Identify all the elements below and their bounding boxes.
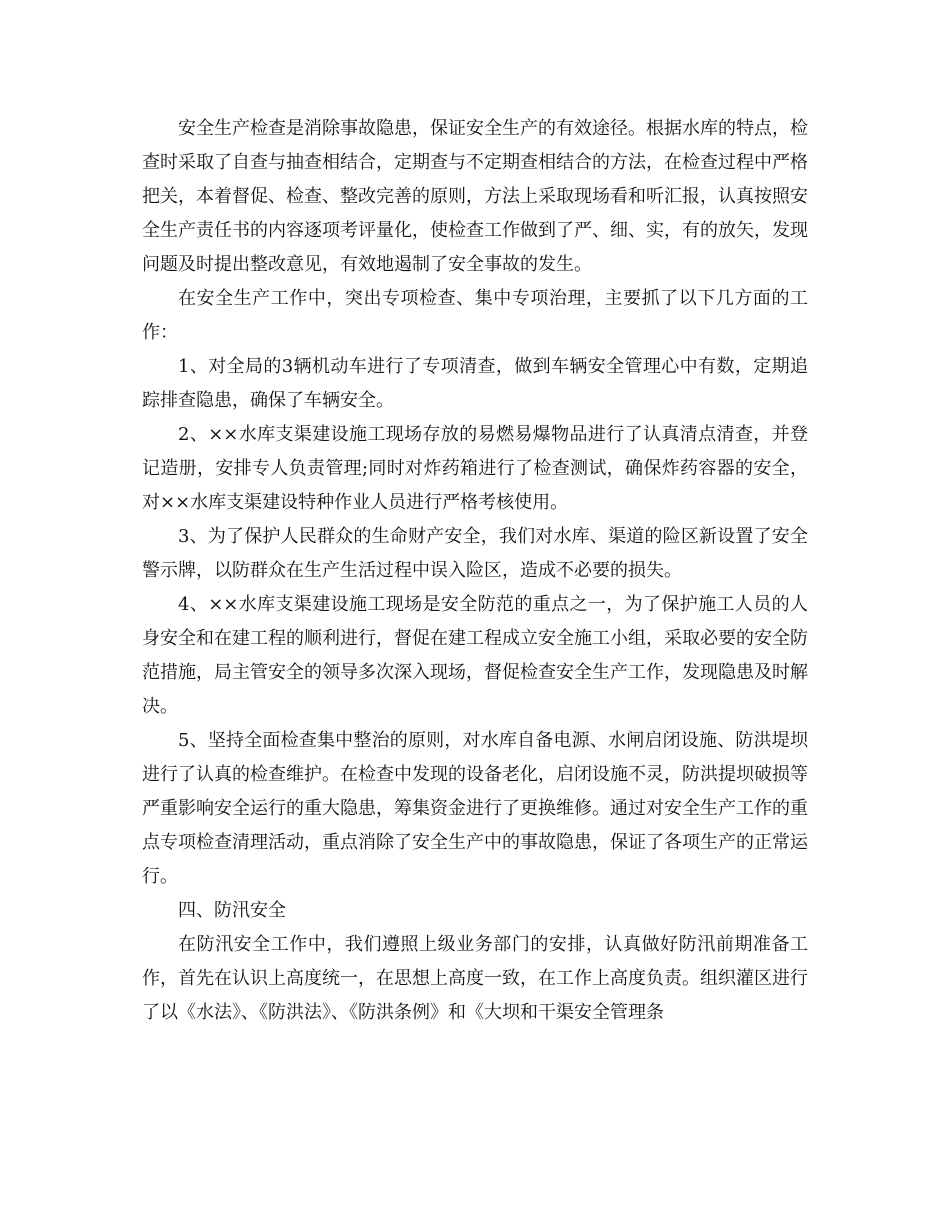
paragraph-item-4-construction-site: 4、××水库支渠建设施工现场是安全防范的重点之一，为了保护施工人员的人身安全和在建工程的顺利进行，督促在建工程成立安全施工小组，采取必要的安全防范措施，局主管安全的领导多次深入现场，督促检查安全生产工作，发现隐患及时解决。	[142, 594, 808, 717]
paragraph-item-1-vehicles: 1、对全局的3辆机动车进行了专项清查，做到车辆安全管理心中有数，定期追踪排查隐患，确保了车辆安全。	[142, 356, 808, 411]
paragraph-item-2-explosives: 2、××水库支渠建设施工现场存放的易燃易爆物品进行了认真清点清查，并登记造册，安排专人负责管理;同时对炸药箱进行了检查测试，确保炸药容器的安全，对××水库支渠建设特种作业人员进行严格考核使用。	[142, 424, 808, 513]
paragraph-flood-safety: 在防汛安全工作中，我们遵照上级业务部门的安排，认真做好防汛前期准备工作，首先在认识上高度统一，在思想上高度一致，在工作上高度负责。组织灌区进行了以《水法》、《防洪法》、《防洪条例》和《大坝和干渠安全管理条	[142, 934, 808, 1023]
paragraph-item-3-warning-signs: 3、为了保护人民群众的生命财产安全，我们对水库、渠道的险区新设置了安全警示牌，以防群众在生产生活过程中误入险区，造成不必要的损失。	[142, 526, 808, 581]
document-body	[142, 112, 808, 1030]
section-heading-flood-safety: 四、防汛安全	[178, 900, 286, 921]
paragraph-safety-inspection: 安全生产检查是消除事故隐患，保证安全生产的有效途径。根据水库的特点，检查时采取了自查与抽查相结合，定期查与不定期查相结合的方法，在检查过程中严格把关，本着督促、检查、整改完善的原则，方法上采取现场看和听汇报，认真按照安全生产责任书的内容逐项考评量化，使检查工作做到了严、细、实，有的放矢，发现问题及时提出整改意见，有效地遏制了安全事故的发生。	[142, 118, 808, 275]
paragraph-special-inspection-intro: 在安全生产工作中，突出专项检查、集中专项治理，主要抓了以下几方面的工作：	[142, 288, 808, 343]
paragraph-item-5-facility-maintenance: 5、坚持全面检查集中整治的原则，对水库自备电源、水闸启闭设施、防洪堤坝进行了认真的检查维护。在检查中发现的设备老化，启闭设施不灵，防洪提坝破损等严重影响安全运行的重大隐患，筹集资金进行了更换维修。通过对安全生产工作的重点专项检查清理活动，重点消除了安全生产中的事故隐患，保证了各项生产的正常运行。	[142, 730, 808, 887]
